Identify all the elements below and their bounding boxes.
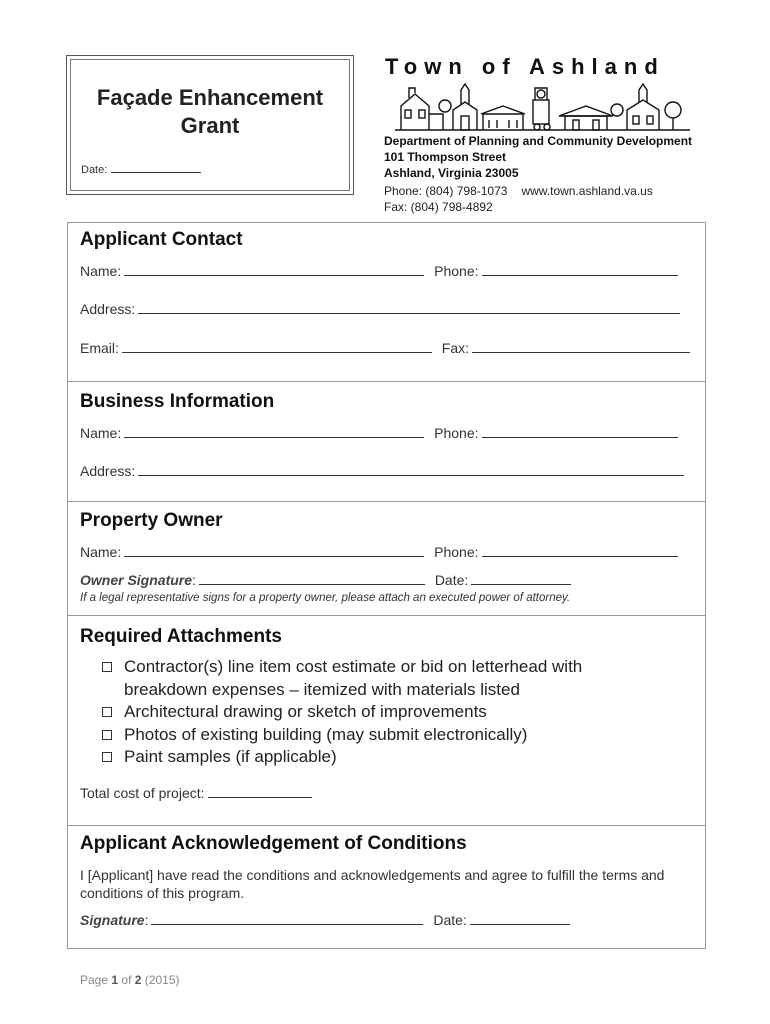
revision-year: (2015) bbox=[144, 973, 180, 987]
applicant-fax-label: Fax: bbox=[441, 340, 470, 356]
property-owner-section bbox=[68, 501, 705, 616]
attachment-label: Contractor(s) line item cost estimate or bid on letterhead with breakdown expenses – itemized with materials listed bbox=[124, 657, 583, 699]
form-title-box bbox=[66, 55, 354, 195]
owner-signature-label: Owner Signature bbox=[80, 572, 193, 588]
attachments-list bbox=[102, 656, 662, 769]
acknowledgement-date-field[interactable] bbox=[470, 912, 570, 925]
owner-date-field[interactable] bbox=[471, 572, 571, 585]
business-phone-field[interactable] bbox=[482, 425, 678, 438]
applicant-phone-label: Phone: bbox=[434, 263, 479, 279]
owner-name-row bbox=[80, 544, 678, 560]
owner-phone-label: Phone: bbox=[434, 544, 479, 560]
applicant-address-label: Address: bbox=[80, 301, 136, 317]
applicant-phone-field[interactable] bbox=[482, 263, 678, 276]
of-word: of bbox=[121, 973, 132, 987]
business-information-section bbox=[68, 381, 705, 502]
attachment-label: Paint samples (if applicable) bbox=[124, 747, 337, 766]
form-title bbox=[67, 84, 353, 140]
total-cost-label: Total cost of project: bbox=[80, 785, 205, 801]
application-form bbox=[67, 222, 706, 949]
owner-signature-row bbox=[80, 572, 571, 588]
date-field[interactable] bbox=[81, 162, 201, 176]
applicant-signature-label: Signature bbox=[80, 912, 145, 928]
applicant-name-row bbox=[80, 263, 678, 279]
applicant-contact-section bbox=[68, 223, 705, 382]
form-title-line2: Grant bbox=[180, 113, 240, 138]
applicant-fax-field[interactable] bbox=[472, 340, 690, 353]
business-address-field[interactable] bbox=[138, 463, 684, 476]
business-name-row bbox=[80, 425, 678, 441]
business-name-label: Name: bbox=[80, 425, 122, 441]
department-name: Department of Planning and Community Development bbox=[384, 134, 693, 148]
required-attachments-heading: Required Attachments bbox=[80, 626, 282, 647]
attachment-item-drawing bbox=[102, 701, 662, 724]
owner-signature-field[interactable] bbox=[199, 572, 425, 585]
total-cost-row bbox=[80, 785, 312, 801]
department-address bbox=[384, 133, 692, 181]
acknowledgement-text: I [Applicant] have read the conditions and acknowledgements and agree to fulfill the terms and conditions of this program. bbox=[80, 867, 665, 901]
date-label: Date: bbox=[81, 164, 108, 176]
owner-date-label: Date: bbox=[434, 572, 469, 588]
owner-phone-field[interactable] bbox=[482, 544, 678, 557]
applicant-email-row bbox=[80, 340, 690, 356]
business-information-heading: Business Information bbox=[80, 391, 275, 412]
applicant-name-field[interactable] bbox=[124, 263, 424, 276]
contact-info bbox=[384, 183, 653, 215]
attachment-item-cost-estimate bbox=[102, 656, 662, 701]
attachment-label: Photos of existing building (may submit electronically) bbox=[124, 724, 528, 744]
acknowledgement-heading: Applicant Acknowledgement of Conditions bbox=[80, 833, 467, 854]
applicant-email-label: Email: bbox=[80, 340, 119, 356]
business-address-label: Address: bbox=[80, 463, 136, 479]
town-name: Town of Ashland bbox=[385, 54, 665, 79]
street-address: 101 Thompson Street bbox=[384, 150, 507, 164]
applicant-signature-colon: : bbox=[144, 912, 149, 928]
applicant-address-field[interactable] bbox=[138, 301, 680, 314]
applicant-signature-row bbox=[80, 912, 570, 928]
town-skyline-logo bbox=[395, 80, 690, 132]
business-address-row bbox=[80, 463, 684, 479]
total-cost-field[interactable] bbox=[208, 785, 312, 798]
owner-signature-colon: : bbox=[192, 572, 196, 588]
town-fax: Fax: (804) 798-4892 bbox=[384, 200, 493, 214]
owner-name-field[interactable] bbox=[124, 544, 424, 557]
property-owner-heading: Property Owner bbox=[80, 510, 223, 531]
power-of-attorney-note: If a legal representative signs for a property owner, please attach an executed power of attorney. bbox=[80, 592, 571, 604]
attachment-item-paint-samples bbox=[102, 746, 662, 769]
applicant-email-field[interactable] bbox=[122, 340, 432, 353]
checkbox[interactable] bbox=[102, 707, 112, 717]
business-phone-label: Phone: bbox=[434, 425, 479, 441]
city-state-zip: Ashland, Virginia 23005 bbox=[384, 166, 519, 180]
acknowledgement-section bbox=[68, 825, 705, 950]
applicant-contact-heading: Applicant Contact bbox=[80, 229, 243, 250]
checkbox[interactable] bbox=[102, 752, 112, 762]
date-line[interactable] bbox=[111, 162, 201, 173]
page-word: Page bbox=[80, 973, 109, 987]
form-title-line1: Façade Enhancement bbox=[96, 85, 324, 110]
town-phone: Phone: (804) 798-1073 bbox=[384, 184, 508, 198]
page-total: 2 bbox=[134, 973, 142, 987]
applicant-signature-field[interactable] bbox=[151, 912, 423, 925]
page-footer bbox=[80, 973, 179, 987]
town-website[interactable]: www.town.ashland.va.us bbox=[521, 184, 653, 198]
acknowledgement-date-label: Date: bbox=[433, 912, 467, 928]
applicant-address-row bbox=[80, 301, 680, 317]
applicant-name-label: Name: bbox=[80, 263, 122, 279]
attachment-item-photos bbox=[102, 724, 662, 747]
attachment-label: Architectural drawing or sketch of improvements bbox=[124, 702, 487, 721]
page-number: 1 bbox=[111, 973, 119, 987]
checkbox[interactable] bbox=[102, 662, 112, 672]
checkbox[interactable] bbox=[102, 730, 112, 740]
required-attachments-section bbox=[68, 615, 705, 826]
owner-name-label: Name: bbox=[80, 544, 122, 560]
business-name-field[interactable] bbox=[124, 425, 424, 438]
